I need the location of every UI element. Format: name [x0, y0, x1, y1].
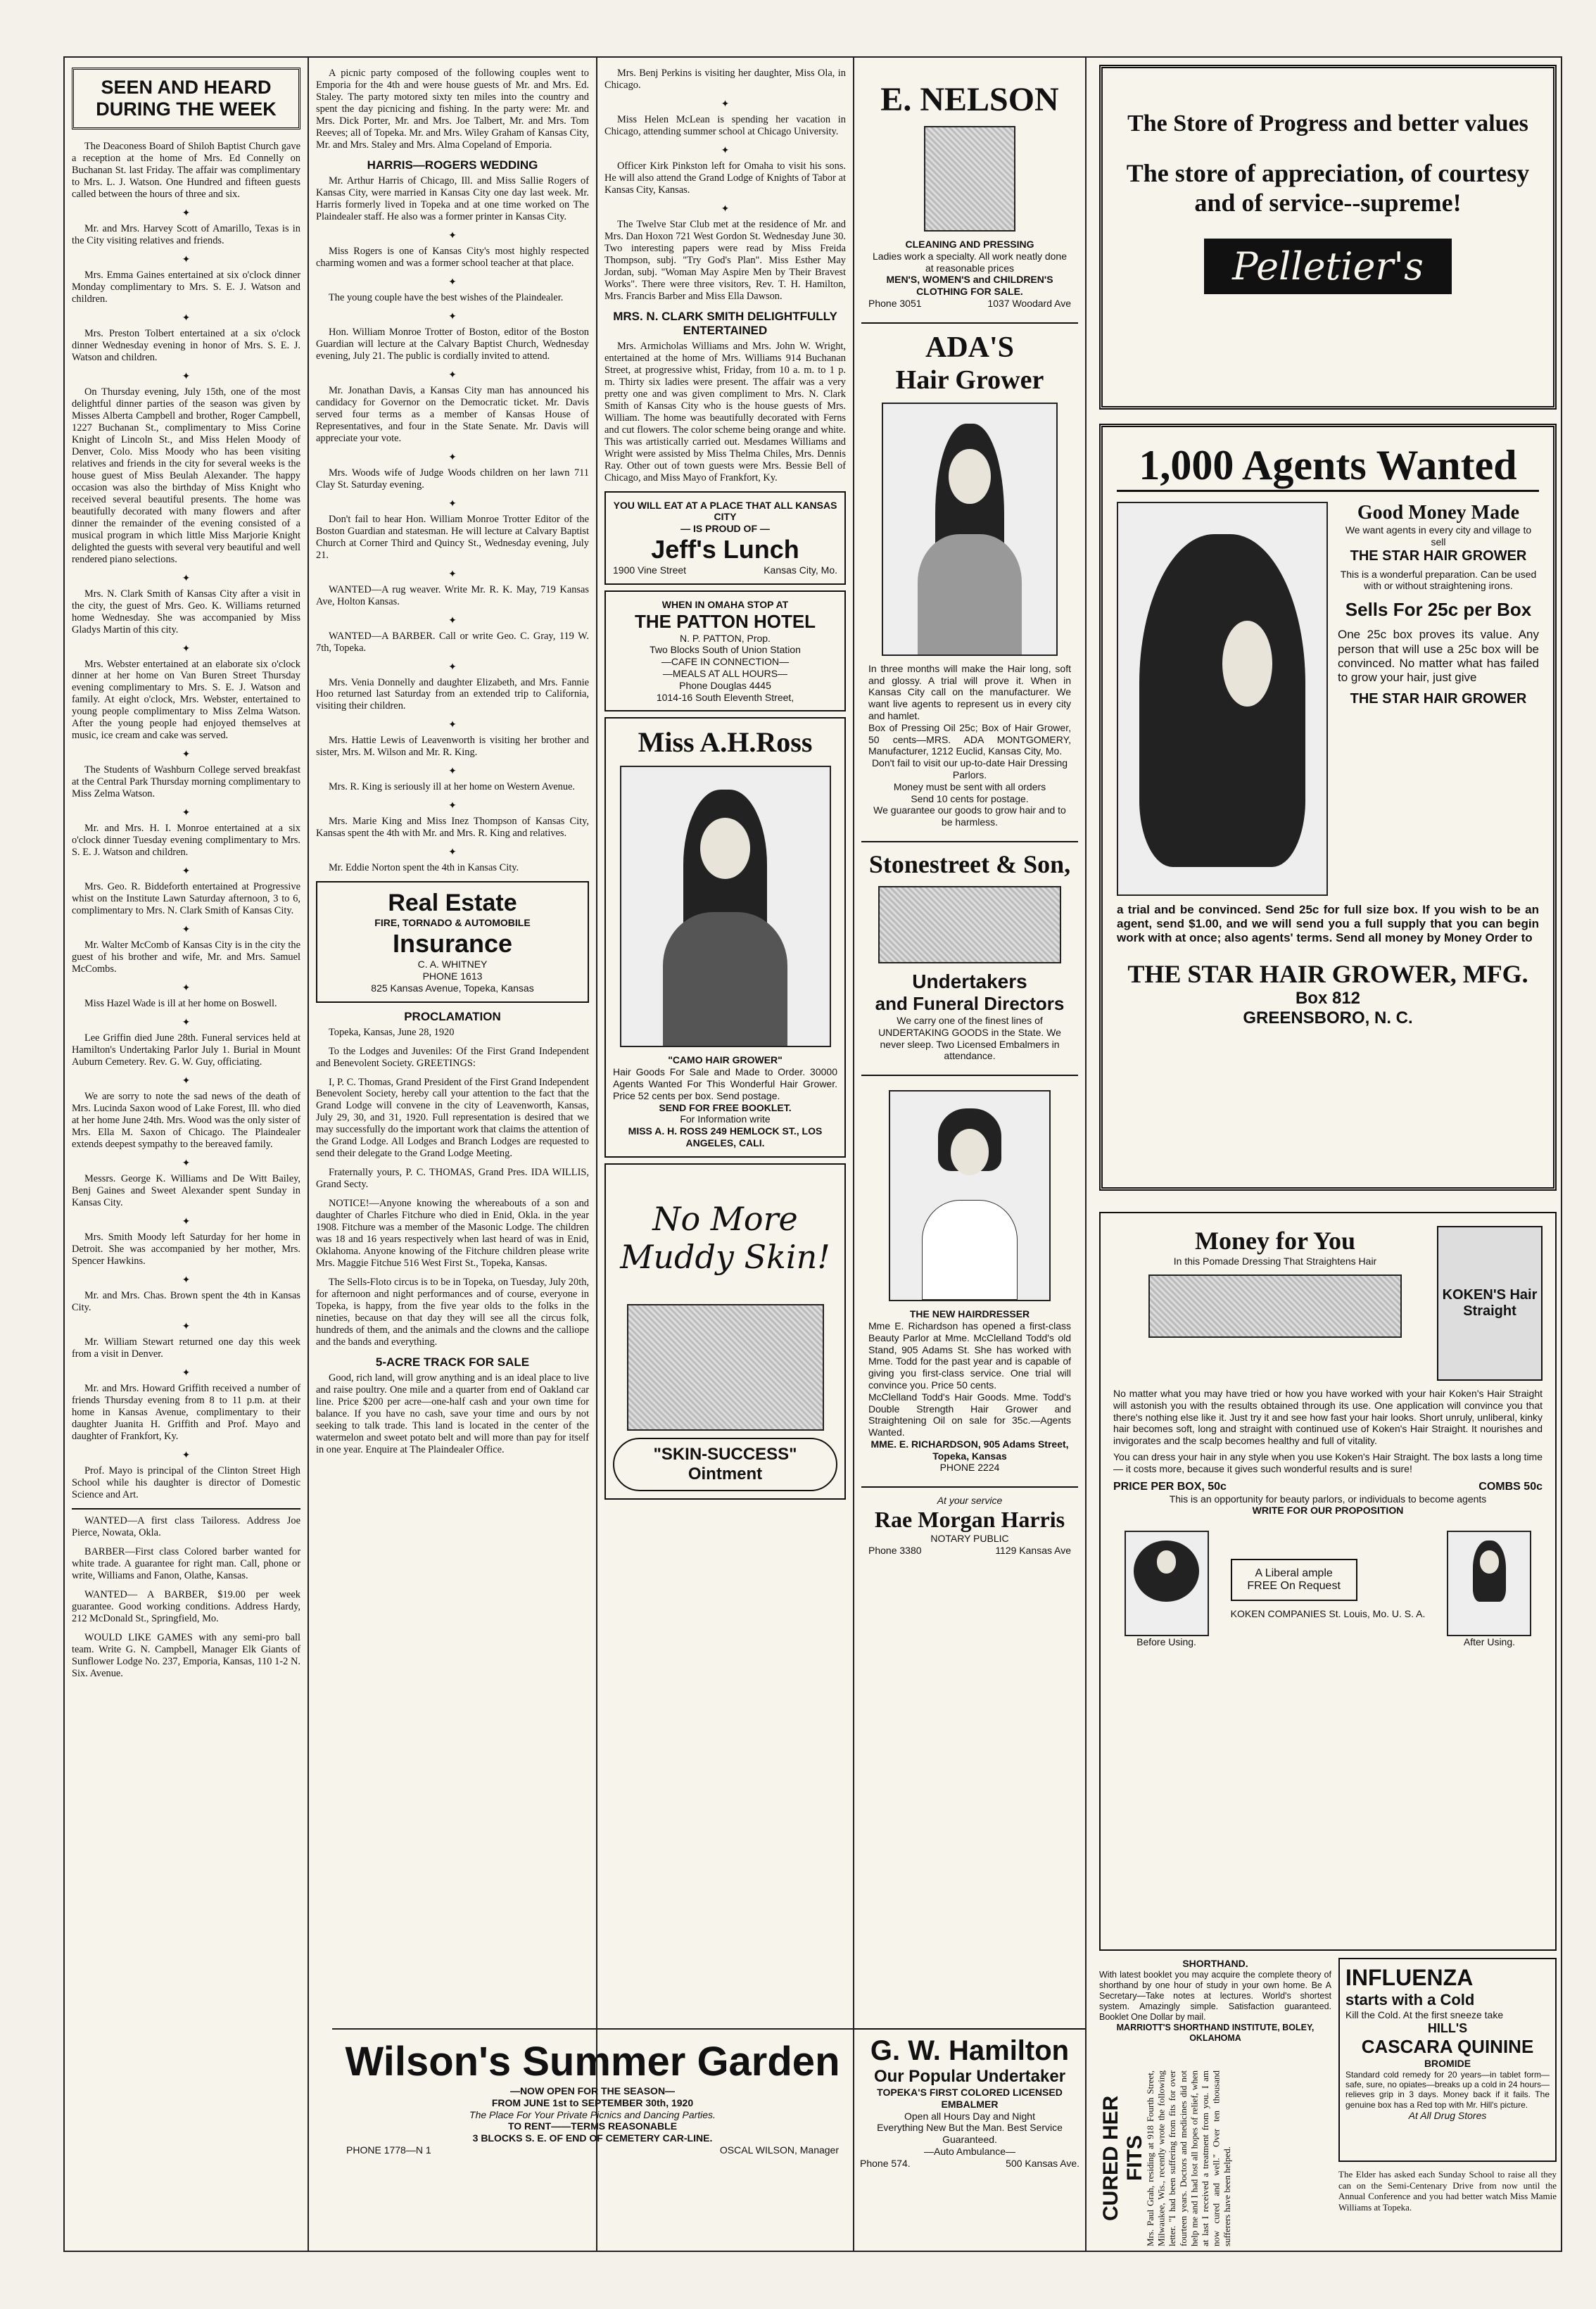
separator-star-icon: ✦	[182, 1075, 191, 1087]
news-item: On Thursday evening, July 15th, one of the most delightful dinner parties of the season was given by Misses Alberta Campbell and brother, Roger Campbell, 1227 Buchanan St., complimentary to Miss Corine Knight of Lincoln St., and Miss Helen Moody of Denver, Colo. Miss Moody who has been visiting relatives and friends in the city for several weeks is the house guest of Miss Beulah Alexander. The happy occasion was also the birthday of Miss Knight who received several beautiful presents. The home was beautifully decorated with many flowers and after dinner the remainder of the evening consisted of a musical program in which little Miss Marjorie Knight delighted the guests with several very beautiful and well rendered piano selections.	[72, 386, 300, 565]
news-item: Officer Kirk Pinkston left for Omaha to visit his sons. He will also attend the Grand Lodge of Knights of Tabor at Kansas City, Kansas.	[604, 160, 846, 196]
news-item: Lee Griffin died June 28th. Funeral services held at Hamilton's Undertaking Parlor July 1. Burial in Mount Auburn Cemetery. Rev. G. W. Guy, officiating.	[72, 1032, 300, 1068]
news-item: Mr. and Mrs. H. I. Monroe entertained at a six o'clock dinner Tuesday evening complimentary to Mrs. S. E. J. Watson and children.	[72, 823, 300, 859]
influenza-ad: INFLUENZA starts with a Cold Kill the Cold. At the first sneeze take HILL'S CASCARA QUININE BROMIDE Standard cold remedy for 20 years—in tablet form—safe, sure, no opiates—breaks up a cold in 24 hours—relieves grip in 3 days. Money back if it fails. The genuine box has a Red top with Mr. Hill's picture. At All Drug Stores	[1338, 1958, 1557, 2162]
news-item: Mrs. Marie King and Miss Inez Thompson of Kansas City, Kansas spent the 4th with Mr. and Mrs. R. King and relatives.	[316, 816, 589, 840]
classified-item: WANTED— A BARBER, $19.00 per week guarantee. Good working conditions. Address Hardy, 212 McDonald St., Springfield, Mo.	[72, 1588, 300, 1624]
news-item: The Deaconess Board of Shiloh Baptist Church gave a reception at the home of Mrs. Ed Connelly on Buchanan St. last Friday. The affair was complimentary to Mrs. L. J. Watson. One Hundred and fifteen guests called between the hours of three and six.	[72, 141, 300, 200]
news-item: Mrs. Smith Moody left Saturday for her home in Detroit. She was accompanied by her mother, Mrs. Spencer Hawkins.	[72, 1232, 300, 1267]
separator-star-icon: ✦	[182, 1017, 191, 1029]
ross-portrait	[620, 766, 831, 1047]
pelletier-ad: The Store of Progress and better values The store of appreciation, of courtesy and of service--supreme! Pelletier's	[1099, 65, 1557, 410]
proclamation-text: Fraternally yours, P. C. THOMAS, Grand Pres. IDA WILLIS, Grand Secty.	[316, 1167, 589, 1191]
cured-fits-heading: CURED HER FITS	[1099, 2095, 1146, 2222]
before-portrait	[1125, 1531, 1209, 1636]
patton-hotel-ad: WHEN IN OMAHA STOP AT THE PATTON HOTEL N. P. PATTON, Prop. Two Blocks South of Union Station —CAFE IN CONNECTION— —MEALS AT ALL HOURS— Phone Douglas 4445 1014-16 South Eleventh Street,	[604, 590, 846, 712]
news-item: Miss Helen McLean is spending her vacation in Chicago, attending summer school at Chicago University.	[604, 113, 846, 137]
hamilton-ad: G. W. Hamilton Our Popular Undertaker TOPEKA'S FIRST COLORED LICENSED EMBALMER Open all Hours Day and Night Everything New But the Man. Best Service Guaranteed. —Auto Ambulance— Phone 574. 500 Kansas Ave.	[854, 2028, 1085, 2239]
star-hair-grower-ad: 1,000 Agents Wanted Good Money Made We want agents in every city and village to sell THE STAR HAIR GROWER This is a wonderful preparation. Can be used with or without straightening irons. Sells For 25c per Box One 25c box proves its value. Any person that will use a 25c box will be convinced. No matter what has failed to grow your hair, just give THE STAR HAIR GROWER a trial and be convinced. Send 25c for full size box. If you wish to be an agent, send $1.00, and we will send you a full supply that you can begin work with at once; also agents' terms. Send all money by Money Order to THE STAR HAIR GROWER, MFG. Box 812 GREENSBORO, N. C.	[1099, 424, 1557, 1191]
jeffs-lunch-ad: YOU WILL EAT AT A PLACE THAT ALL KANSAS CITY — IS PROUD OF — Jeff's Lunch 1900 Vine Street Kansas City, Mo.	[604, 491, 846, 585]
news-item: Mrs. Venia Donnelly and daughter Elizabeth, and Mrs. Fannie Hoo returned last Saturday from an extended trip to California, visiting their children.	[316, 676, 589, 712]
news-item: Mrs. N. Clark Smith of Kansas City after a visit in the city, the guest of Mrs. Geo. K. Williams returned home Wednesday. She was accompanied by Miss Gladys Martin of this city.	[72, 588, 300, 635]
koken-ad: Money for You In this Pomade Dressing That Straightens Hair KOKEN'S Hair Straight No matter what you may have tried or how you have worked with your hair Koken's Hair Straight will astonish you with the results obtained through its use. One application will convince you that there's nothing else like it. Just try it and see how fast your hair looks. Short unruly, unliberal, kinky hair becomes soft, long and straight with continued use of Koken's Hair Straight. It nourishes and invigorates and the scalp becomes healthy and full of vitality. You can dress your hair in any style when you use Koken's Hair Straight. The box lasts a long time — it costs more, because it gives such wonderful results and is sure! PRICE PER BOX, 50c COMBS 50c This is an opportunity for beauty parlors, or individuals to become agents WRITE FOR OUR PROPOSITION Before Using. A Liberal ample FREE On Request KOKEN COMPANIES St. Louis, Mo. U. S. A. After Using.	[1099, 1212, 1557, 1951]
news-item: Prof. Mayo is principal of the Clinton Street High School while his daughter is director of Domestic Science and Art.	[72, 1465, 300, 1500]
section-heading: SEEN AND HEARD DURING THE WEEK	[72, 68, 300, 129]
nelson-ad: E. NELSON CLEANING AND PRESSING Ladies work a specialty. All work neatly done at reasonable prices MEN'S, WOMEN'S and CHILDREN'S CLOTHING FOR SALE. Phone 3051 1037 Woodard Ave	[868, 81, 1071, 309]
smith-heading: MRS. N. CLARK SMITH DELIGHTFULLY ENTERTAINED	[613, 309, 837, 337]
circus-item: The Sells-Floto circus is to be in Topeka, on Tuesday, July 20th, for afternoon and night performances and of course, everyone in Topeka, is happy, from the five year olds to the folks in the nineties, because on that day they will see all the circus folk, hundreds of them, and the animals and the clowns and the calliope and the bands and everything.	[316, 1277, 589, 1348]
separator-star-icon: ✦	[182, 1216, 191, 1228]
news-item: Mrs. Emma Gaines entertained at six o'clock dinner Monday complimentary to Mrs. S. E. J. Watson and children.	[72, 269, 300, 305]
proclamation-text: To the Lodges and Juveniles: Of the First Grand Independent and Benevolent Society. GREETINGS:	[316, 1045, 589, 1069]
news-item: Mr. and Mrs. Howard Griffith received a number of friends Thursday evening from 8 to 11 p.m. at their home in Kansas Avenue, complimentary to their daughter Juanita H. Griffith and Prof. Mayo and daughter of Frankfort, Ky.	[72, 1382, 300, 1442]
proclamation-text: I, P. C. Thomas, Grand President of the First Grand Independent Benevolent Society, hereby call your attention to the fact that the Grand Lodge will convene in the city of Leavenworth, Kansas, July 29, 30, and 31, 1920. Full representation is desired that we may successfully do the important work that claims the attention of the Grand Lodge. All Lodges and Branch Lodges are requested to send their delegate to the Grand Lodge Meeting.	[316, 1076, 589, 1160]
separator-star-icon: ✦	[182, 253, 191, 265]
separator-star-icon: ✦	[448, 661, 457, 673]
separator-star-icon: ✦	[182, 1449, 191, 1461]
news-item: Don't fail to hear Hon. William Monroe Trotter Editor of the Boston Guardian and statesman. He will lecture at Calvary Baptist Church at Corner Third and Quincy St., Wednesday evening, July 21.	[316, 513, 589, 561]
column-society	[65, 58, 308, 2251]
ada-ad: ADA'S Hair Grower In three months will make the Hair long, soft and glossy. A trial will prove it. When in Kansas City call on the manufacturer. We want live agents to represent us in every city and hamlet. Box of Pressing Oil 25c; Box of Hair Grower, 50 cents—MRS. ADA MONTGOMERY, Manufacturer, 1212 Euclid, Kansas City, Mo. Don't fail to visit our up-to-date Hair Dressing Parlors. Money must be sent with all orders Send 10 cents for postage. We guarantee our goods to grow hair and to be harmless.	[861, 322, 1078, 835]
news-item: Mrs. R. King is seriously ill at her home on Western Avenue.	[329, 781, 576, 793]
ada-portrait	[882, 403, 1058, 656]
column-three	[597, 58, 853, 2011]
tract-heading: 5-ACRE TRACK FOR SALE	[375, 1355, 530, 1369]
separator-star-icon: ✦	[182, 1320, 191, 1332]
skin-success-ad: No More Muddy Skin! "SKIN-SUCCESS" Ointment	[604, 1163, 846, 1500]
separator-star-icon: ✦	[721, 203, 730, 215]
news-item: Mr. Arthur Harris of Chicago, Ill. and Miss Sallie Rogers of Kansas City, were married in Kansas City one day last week. Mr. Harris formerly lived in Topeka and at one time worked on The Plaindealer staff. He also was a former printer in Kansas City.	[316, 175, 589, 222]
koken-product-box: KOKEN'S Hair Straight	[1437, 1226, 1543, 1381]
news-item: The young couple have the best wishes of the Plaindealer.	[329, 291, 564, 303]
separator-star-icon: ✦	[182, 1367, 191, 1379]
separator-star-icon: ✦	[448, 498, 457, 510]
separator-star-icon: ✦	[182, 807, 191, 819]
insurance-ad: Real Estate FIRE, TORNADO & AUTOMOBILE Insurance C. A. WHITNEY PHONE 1613 825 Kansas Avenue, Topeka, Kansas	[316, 881, 589, 1002]
wilson-garden-ad: Wilson's Summer Garden —NOW OPEN FOR THE SEASON— FROM JUNE 1st to SEPTEMBER 30th, 1920 The Place For Your Private Picnics and Dancing Parties. TO RENT——TERMS REASONABLE 3 BLOCKS S. E. OF END OF CEMETERY CAR-LINE. PHONE 1778—N 1 OSCAL WILSON, Manager	[332, 2028, 853, 2239]
news-item: Mr. Walter McComb of Kansas City is in the city the guest of his brother and wife, Mr. and Mrs. Samuel McCombs.	[72, 940, 300, 975]
harris-notary-ad: At your service Rae Morgan Harris NOTARY PUBLIC Phone 3380 1129 Kansas Ave	[861, 1486, 1078, 1563]
news-item: Mrs. Geo. R. Biddeforth entertained at Progressive whist on the Institute Lawn Saturday afternoon, 3 to 6, complimentary to Mrs. N. Clark Smith of Kansas City.	[72, 881, 300, 917]
stonestreet-ad: Stonestreet & Son, Undertakers and Funeral Directors We carry one of the finest lines of UNDERTAKING GOODS in the State. We never sleep. Two Licensed Embalmers in attendance.	[861, 841, 1078, 1069]
news-item: Messrs. George K. Williams and De Witt Bailey, Benj Gaines and Sweet Alexander spent Sunday in Kansas City.	[72, 1173, 300, 1209]
separator-star-icon: ✦	[448, 229, 457, 241]
separator-star-icon: ✦	[448, 719, 457, 731]
news-item: The Students of Washburn College served breakfast at the Central Park Thursday morning complimentary to Miss Zelma Watson.	[72, 764, 300, 800]
separator-star-icon: ✦	[448, 369, 457, 381]
hearse-illustration	[878, 886, 1061, 963]
classified-item: WANTED—A first class Tailoress. Address Joe Pierce, Nowata, Okla.	[72, 1514, 300, 1538]
free-offer-box: A Liberal ample FREE On Request	[1231, 1559, 1357, 1601]
separator-star-icon: ✦	[182, 1274, 191, 1286]
notice: NOTICE!—Anyone knowing the whereabouts of a son and daughter of Charles Fitchure who died in Enid, Okla. in the year 1908. Fitchure was a member of the Masonic Lodge. The children was 18 and 16 years respectively when last heard of was in Enid, Oklahoma. Anyone knowing of the Fitchure children please write Mrs. Maggie Fitchue 516 West First St., Topeka, Kansas.	[316, 1198, 589, 1270]
separator-star-icon: ✦	[448, 800, 457, 812]
news-item: Mrs. Benj Perkins is visiting her daughter, Miss Ola, in Chicago.	[604, 68, 846, 91]
separator-star-icon: ✦	[721, 144, 730, 156]
press-illustration	[924, 126, 1015, 232]
separator-star-icon: ✦	[182, 312, 191, 324]
news-item: Hon. William Monroe Trotter of Boston, editor of the Boston Guardian will lecture at the Calvary Baptist Church, Wednesday evening, July 21. The public is cordially invited to attend.	[316, 326, 589, 362]
column-four	[854, 58, 1085, 2011]
news-item: WANTED—A rug weaver. Write Mr. R. K. May, 719 Kansas Ave, Holton Kansas.	[316, 583, 589, 607]
proclamation-heading: PROCLAMATION	[404, 1009, 501, 1023]
news-item: Miss Rogers is one of Kansas City's most highly respected charming women and was a former school teacher at that place.	[316, 245, 589, 269]
column-rule	[1085, 58, 1087, 2251]
separator-star-icon: ✦	[182, 982, 191, 994]
separator-star-icon: ✦	[448, 310, 457, 322]
separator-star-icon: ✦	[182, 572, 191, 584]
separator-star-icon: ✦	[448, 847, 457, 859]
news-item: Mrs. Webster entertained at an elaborate six o'clock dinner at her home on Van Buren Street Thursday evening complimentary to Mrs. S. E. J. Watson and family. At eight o'clock, Mrs. Webster, entertained to young people complimentary to Miss Zelma Watson. After the young people had enjoyed themselves at music, ice cream and cake was served.	[72, 658, 300, 742]
tract-ad: Good, rich land, will grow anything and is an ideal place to live and raise poultry. One mile and a quarter from end of Oakland car line. Price $200 per acre—one-half cash and your own time for balance. If you have no cash, save your time and ours by not seeking to talk trade. This land is located in the center of the watermelon and sweet potato belt and will more than pay for itself in one year. Enquire at The Plaindealer Office.	[316, 1372, 589, 1456]
shorthand-ad: SHORTHAND. With latest booklet you may acquire the complete theory of shorthand by one hour of study in your own home. Be A Secretary—Take notes at lectures. World's shortest system. Amazingly simple. Satisfaction guaranteed. Booklet One Dollar by mail. MARRIOTT'S SHORTHAND INSTITUTE, BOLEY, OKLAHOMA	[1099, 1958, 1331, 2043]
news-item: Mrs. Preston Tolbert entertained at a six o'clock dinner Wednesday evening in honor of Mrs. S. E. J. Watson and children.	[72, 327, 300, 363]
hairdresser-portrait	[889, 1090, 1051, 1301]
newspaper-page	[63, 56, 1562, 2252]
classified-ads	[72, 1508, 300, 1680]
hairdresser-ad: THE NEW HAIRDRESSER Mme E. Richardson has opened a first-class Beauty Parlor at Mme. McClelland Todd's old Stand, 905 Adams St. She has worked with Mme. Todd for the past year and is capable of giving you first-class service. One trial will convince you. Price 50 cents. McClelland Todd's Hair Goods. Mme. Todd's Double Strength Hair Grower and Straightening Oil on sale for 35c.—Agents Wanted. MME. E. RICHARDSON, 905 Adams Street, Topeka, Kansas PHONE 2224	[861, 1075, 1078, 1481]
separator-star-icon: ✦	[182, 924, 191, 936]
wedding-heading: HARRIS—ROGERS WEDDING	[367, 158, 538, 172]
separator-star-icon: ✦	[721, 98, 730, 110]
after-portrait	[1447, 1531, 1531, 1636]
society-items	[72, 141, 300, 1501]
news-item: Mr. and Mrs. Chas. Brown spent the 4th in Kansas City.	[72, 1289, 300, 1313]
separator-star-icon: ✦	[448, 276, 457, 288]
proclamation-text: Topeka, Kansas, June 28, 1920	[329, 1026, 455, 1038]
news-item: Mrs. Woods wife of Judge Woods children on her lawn 711 Clay St. Saturday evening.	[316, 467, 589, 491]
separator-star-icon: ✦	[448, 766, 457, 778]
news-item: WANTED—A BARBER. Call or write Geo. C. Gray, 119 W. 7th, Topeka.	[316, 630, 589, 654]
separator-star-icon: ✦	[182, 207, 191, 219]
smith-item: Mrs. Armicholas Williams and Mrs. John W. Wright, entertained at the home of Mrs. Williams 914 Buchanan Street, at progressive whist, Friday, from 10 a. m. to 1 p. m. Thirty six ladies were present. The affair was a very pretty one and was given compliment to Mrs. N. Clark Smith of Kansas City who is the house guests of Mrs. William. The home was beautifully decorated with Ferns and cut flowers. The color scheme being orange and white. This was artistically carried out. Mesdames Williams and Wright were assisted by Miss Thelma Chiles, Mrs. Dennis Ray. Other out of town guests were Mrs. Bessie Bell of Chicago, and Miss Mayo of Frankfort, Ky.	[604, 340, 846, 483]
news-item: We are sorry to note the sad news of the death of Mrs. Lucinda Saxon wood of Lake Forest, Ill. who died at her home June 24th. Mrs. Wood was the only sister of Mrs. Ella M. Saxon of Chicago. The Plaindealer extends deepest sympathy to the bereaved family.	[72, 1091, 300, 1151]
separator-star-icon: ✦	[182, 643, 191, 654]
separator-star-icon: ✦	[182, 749, 191, 761]
cured-fits-text: Mrs. Paul Grah, residing at 918 Fourth Street, Milwaukee, Wis., recently wrote the following letter. "I had been suffering from fits for over fourteen years. Doctors and medicines did not help me and I had lost all hopes of relief, when at last I received a treatment from you. I am now cured and well." Over ten thousand sufferers have been helped.	[1145, 2070, 1233, 2246]
news-item: Mr. William Stewart returned one day this week from a visit in Denver.	[72, 1336, 300, 1360]
news-item: Mr. and Mrs. Harvey Scott of Amarillo, Texas is in the City visiting relatives and friends.	[72, 222, 300, 246]
star-portrait	[1117, 502, 1328, 896]
pelletier-logo: Pelletier's	[1204, 239, 1452, 294]
separator-star-icon: ✦	[448, 568, 457, 580]
elder-notice: The Elder has asked each Sunday School to raise all they can on the Semi-Centenary Drive from now until the Annual Conference and you had better watch Miss Mamie Williams at Topeka.	[1338, 2169, 1557, 2213]
news-item: Miss Hazel Wade is ill at her home on Boswell.	[84, 998, 277, 1010]
separator-star-icon: ✦	[182, 1158, 191, 1170]
ross-ad: Miss A.H.Ross "CAMO HAIR GROWER" Hair Goods For Sale and Made to Order. 30000 Agents Wanted For This Wonderful Hair Grower. Price 52 cents per box. Send postage. SEND FOR FREE BOOKLET. For Information write MISS A. H. ROSS 249 HEMLOCK ST., LOS ANGELES, CALI.	[604, 717, 846, 1157]
separator-star-icon: ✦	[448, 451, 457, 463]
separator-star-icon: ✦	[448, 614, 457, 626]
comb-illustration	[1148, 1274, 1402, 1338]
skin-illustration	[627, 1304, 824, 1431]
news-item: A picnic party composed of the following couples went to Emporia for the 4th and were house guests of Mr. and Mrs. Ed. Staley. The party motored sixty ten miles into the country and spent the day picnicing and fishing. In the party were: Mr. and Mrs. Dick Porter, Mr. and Mrs. Joe Talbert, Mr. and Mrs. Tom Reeves; all of Topeka. Mr. and Mrs. Wiley Graham of Kansas City, Mr. and Mrs. Staley and Mrs. Alma Copeland of Emporia.	[316, 68, 589, 151]
classified-item: WOULD LIKE GAMES with any semi-pro ball team. Write G. N. Campbell, Manager Elk Giants of Sunflower Lodge No. 237, Emporia, Kansas, 110 1-2 N. Six. Avenue.	[72, 1631, 300, 1679]
classified-item: BARBER—First class Colored barber wanted for white trade. A guarantee for right man. Call, phone or write, Williams and Fanon, Olathe, Kansas.	[72, 1545, 300, 1581]
news-item: Mrs. Hattie Lewis of Leavenworth is visiting her brother and sister, Mrs. M. Wilson and Mr. R. King.	[316, 735, 589, 759]
news-item: Mr. Jonathan Davis, a Kansas City man has announced his candidacy for Governor on the Democratic ticket. Mr. Davis served four terms as a member of Kansas House of Representatives, and four in the State Senate. Mr. Davis will appreciate your vote.	[316, 384, 589, 444]
news-item: The Twelve Star Club met at the residence of Mr. and Mrs. Dan Hoxon 721 West Gordon St. Wednesday June 30. Two interesting papers were read by Miss Freida Thompson, subj. "Try God's Plan". Miss Esther May Jordan, subj. "Woman May Aspire Men by Their Bravest Works". There were three visitors, Rev. T. H. Hamilton, Mrs. Francis Barber and Miss Ella Dawson.	[604, 218, 846, 302]
separator-star-icon: ✦	[182, 866, 191, 878]
separator-star-icon: ✦	[182, 370, 191, 382]
news-item: Mr. Eddie Norton spent the 4th in Kansas City.	[329, 862, 519, 874]
column-news	[309, 58, 596, 2011]
